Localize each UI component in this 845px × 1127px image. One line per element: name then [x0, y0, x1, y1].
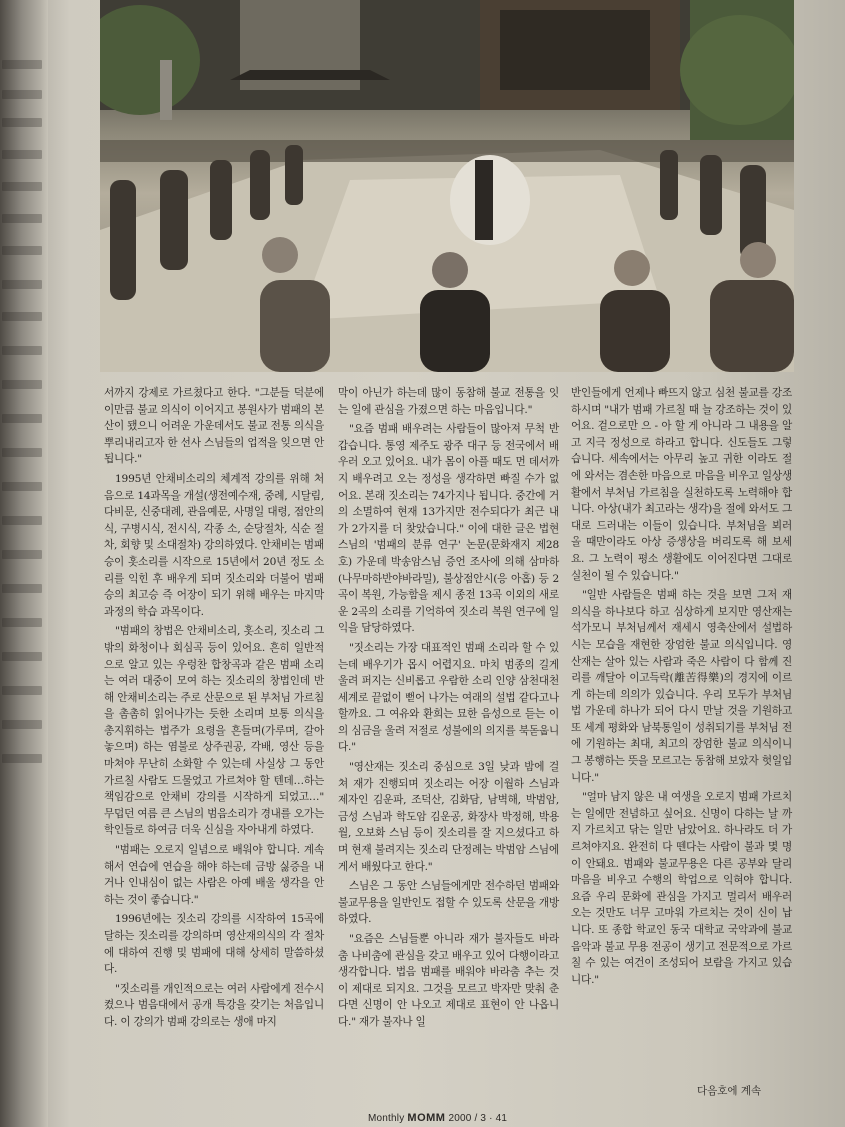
- facing-page-edge: [0, 0, 48, 1127]
- article-column-2: [338, 385, 559, 1034]
- article-column-1: [104, 385, 324, 1034]
- paragraph: 서까지 강제로 가르쳤다고 한다. "그분들 덕분에 이만큼 불교 의식이 이어지고 봉원사가 범패의 본산이 됐으니 어려운 가운데서도 불교 전통 의식을 뿌리내리고자 한 선사 스님들의 업적을 잊으면 안됩니다.": [104, 387, 324, 466]
- paragraph: "요즘은 스님들뿐 아니라 재가 불자들도 바라춤 나비춤에 관심을 갖고 배우고 있어 다행이라고 생각합니다. 법음 범패를 배워야 바라춤 추는 것이 제대로 되지요. 그것을 모르고 박자만 맞춰 춘다면 신명이 안 나오고 제대로 표현이 안 나옵니다." 재가 불자나 일: [338, 933, 559, 1028]
- paragraph: "요즘 범패 배우려는 사람들이 많아져 무척 반갑습니다. 통영 제주도 광주 대구 등 전국에서 배우러 오고 있어요. 내가 몸이 아플 때도 먼 데서까지 배우려고 오는 정성을 생각하면 빠질 수가 없어요. 본래 짓소리는 74가지나 됩니다. 중간에 거의 소멸하여 현재 13가지만 전수되다가 최근 내가 2가지를 더 찾았습니다." 이에 대한 글은 법현스님의 '범패의 분류 연구' 논문(문화재지 제28호) 가운데 박송암스님 증언 조사에 의해 삼마하(나무마하반야바라밀), 불상점안시(응 아홉) 등 2곡이 복원, 가능함을 제시 종전 13곡 이외의 새로운 2곡의 소리를 기억하여 짓소리 복원 연구에 일익을 담당하였다.: [338, 423, 559, 635]
- paragraph: 1995년 안채비소리의 체계적 강의를 위해 처음으로 14과목을 개설(생전예수재, 중례, 시달림, 다비문, 신중대례, 관음예문, 사명일 대령, 점안의식, 구병시식, 전시식, 각종 소, 순당절차, 식순 절차, 회향 및 소대절차) 강의하였다. 안채비는 범패승이 홋소리를 시작으로 15년에서 20년 정도 소리를 익힌 후 배우게 되며 짓소리와 더불어 범패승의 최고승 즉 어장이 되기 위해 배우는 마지막 과정의 학습 과목이다.: [104, 472, 324, 618]
- paragraph: 스님은 그 동안 스님들에게만 전수하던 범패와 불교무용을 일반인도 접할 수 있도록 산문을 개방하였다.: [338, 880, 559, 926]
- paragraph: 1996년에는 짓소리 강의를 시작하여 15곡에 달하는 짓소리를 강의하며 영산재의식의 각 절차에 대하여 진행 및 범패에 대해 상세히 말씀하셨다.: [104, 913, 324, 976]
- paragraph: "짓소리를 개인적으로는 여러 사람에게 전수시켰으나 범음대에서 공개 특강을 갖기는 처음입니다. 이 강의가 범패 강의로는 생애 마지: [104, 982, 324, 1028]
- paragraph: "영산재는 짓소리 중심으로 3일 낮과 밤에 걸쳐 재가 진행되며 짓소리는 어장 이월하 스님과 제자인 김운파, 조덕산, 김화담, 남벽해, 박범암, 금성 스님과 학도암 김운공, 화장사 박정해, 박용월, 오보화 스님 등이 짓소리를 잘 지으셨다고 하며 현재 불려지는 짓소리 단정례는 박범암 스님에게서 배웠다고 한다.": [338, 761, 559, 873]
- paragraph: "얼마 남지 않은 내 여생을 오로지 범패 가르치는 일에만 전념하고 싶어요. 신명이 다하는 날 까지 가르치고 닦는 일만 남았어요. 하나라도 더 가르쳐야지요. 완전히 다 뗀다는 사람이 불과 몇 명이 안돼요. 범패와 불교무용은 다른 공부와 달리 마음을 비우고 수행의 학업으로 익혀야 합니다. 요즘 우리 문화에 관심을 가지고 멀리서 배우러 오는 것만도 너무 고마워 가르치는 것이 신이 납니다. 또 종합 학교인 동국 대학교 국악과에 불교음악과 불교 무용 전공이 생기고 전문적으로 가르칠 수 있는 여건이 조성되어 보람을 가지고 있습니다.": [571, 791, 792, 986]
- paragraph: 반인들에게 언제나 빠뜨지 않고 심천 불교를 강조하시며 "내가 범패 가르칠 때 늘 강조하는 것이 있어요. 겉으로만 으 - 아 할 게 아니라 그 내용을 알고 지극 정성으로 하라고 합니다. 신도들도 그렇습니다. 세속에서는 아무리 높고 귀한 이라도 절에 와서는 겸손한 마음으로 마음을 비우고 일상생활에서 부처님 가르침을 실천하도록 노력해야 합니다. 아상(내가 최고라는 생각)을 절에 와서도 그대로 드러내는 이들이 있습니다. 부처님을 뵈러 올 때만이라도 아상 증생상을 버리도록 해 보세요. 그 노력이 평소 생활에도 이어진다면 그대로 실천이 될 수 있습니다.": [571, 387, 792, 582]
- ceremony-photo-icon: [100, 0, 794, 372]
- article-column-3: [571, 385, 792, 991]
- footer-prefix: Monthly: [368, 1113, 405, 1124]
- page-footer: [368, 1112, 507, 1124]
- paragraph: "범패는 오로지 일념으로 배워야 합니다. 계속해서 연습에 연습을 해야 하는데 금방 싫증을 내거나 인내심이 없는 사람은 아예 배울 생각을 안 하는 것이 좋습니다.": [104, 844, 324, 906]
- paragraph: "짓소리는 가장 대표적인 범패 소리라 할 수 있는데 배우기가 몹시 어렵지요. 마치 범종의 길게 울려 퍼지는 신비롭고 우람한 소리 인양 삼천대천세계로 끝없이 뻗어 나가는 여래의 설법 같다고나 할까요. 그 여유와 환희는 묘한 음성으로 듣는 이의 심금을 울려 저절로 성불에의 의지를 북돋웁니다.": [338, 641, 559, 754]
- magazine-name: MOMM: [407, 1112, 446, 1124]
- ceremony-photo: [100, 0, 794, 372]
- continued-note: 다음호에 계속: [697, 1085, 762, 1097]
- paragraph: "일반 사람들은 범패 하는 것을 보면 그저 재 의식을 하나보다 하고 심상하게 보지만 영산재는 석가모니 부처님께서 재세시 영축산에서 설법하시는 모습을 재현한 장엄한 불교 의식입니다. 영산재는 살아 있는 사람과 죽은 사람이 다 함께 진리를 깨달아 이고득락(離苦得樂)의 경지에 이르게 하는데 의의가 있습니다. 우리 모두가 부처님법 가운데 하나가 되어 다시 만날 것을 기원하고 또 세계 평화와 남북통일이 성취되기를 부처님 전에 기원하는 최대, 최고의 장엄한 불교 의식이니 그 봉행하는 뜻을 모르고는 동참해 보았자 헛일입니다.": [571, 589, 792, 784]
- paragraph: "범패의 창법은 안채비소리, 홋소리, 짓소리 그 밖의 화청이나 회심곡 등이 있어요. 흔히 일반적으로 알고 있는 우렁찬 합창곡과 같은 범패 소리는 여러 대중이 모여 하는 짓소리의 창법인데 반해 안채비소리는 주로 산문으로 된 부처님 가르침을 촘촘히 읽어나가는 듯한 소리며 보통 의식을 총지휘하는 법주가 요령을 흔들며(가루며, 갈아 놓으며) 하는 염불로 상주권공, 각배, 영산 등을 마쳐야 무난히 소화할 수 있는데 사실상 그 동안 가르칠 사람도 드물었고 가르쳐야 할 텐데…하는 책임감으로 안채비 강의를 시작하게 되었고…" 무덥던 여름 큰 스님의 범음소리가 경내를 오가는 학인들로 하여금 더욱 신심을 자아내게 하였다.: [104, 625, 324, 837]
- paragraph: 막이 아닌가 하는데 많이 동참해 불교 전통을 잇는 일에 관심을 가졌으면 하는 마음입니다.": [338, 387, 559, 416]
- issue-page: 2000 / 3 · 41: [448, 1113, 508, 1124]
